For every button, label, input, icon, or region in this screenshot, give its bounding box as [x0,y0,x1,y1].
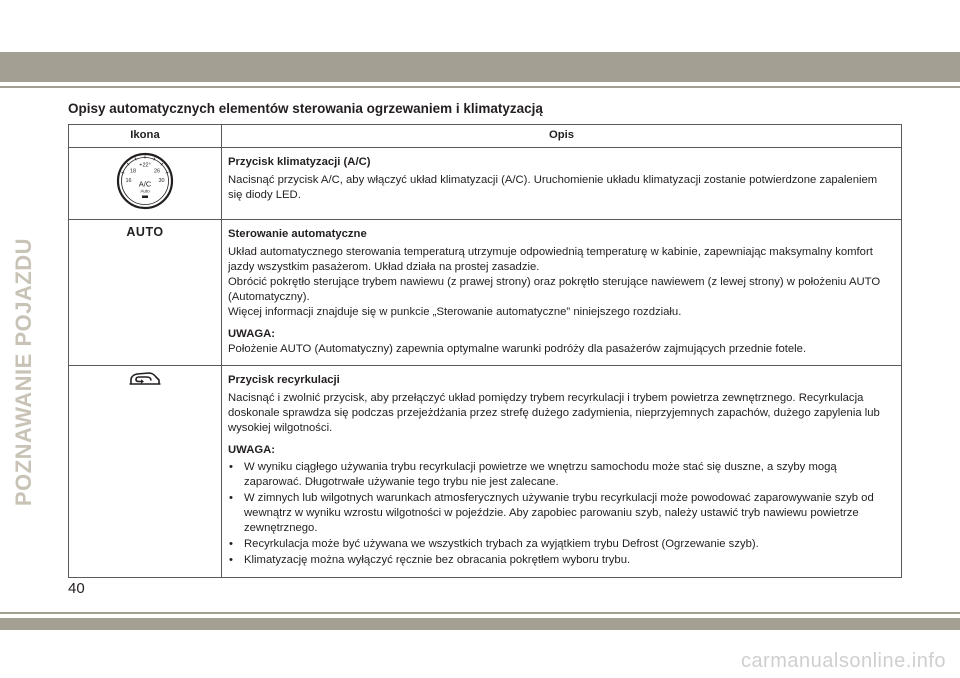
dial-right-1: 26 [153,168,161,175]
row-title: Sterowanie automatyczne [228,228,367,241]
row-text: Nacisnąć przycisk A/C, aby włączyć układ klimatyzacji (A/C). Uruchomienie układu klimatyzacji zostanie potwierdzone zapaleniem się diody LED. [228,174,878,202]
note-label: UWAGA: [228,444,276,457]
desc-cell [222,148,902,220]
row-text: Układ automatycznego sterowania temperaturą utrzymuje odpowiednią temperaturę w kabinie, zapewniając maksymalny komfort jazdy wszystkim pasażerom. Układ działa na prostej zasadzie. [228,246,873,274]
table-row [69,366,902,578]
list-item: • Recyrkulacja może być używana we wszystkich trybach za wyjątkiem trybu Defrost (Ogrzewanie szyb). [228,537,891,552]
row-text: Obrócić pokrętło sterujące trybem nawiewu (z prawej strony) oraz pokrętło sterujące nawiewem (z lewej strony) w położeniu AUTO (Automatyczny). [228,276,881,304]
watermark: carmanualsonline.info [740,650,946,672]
header-icon: Ikona [69,125,222,148]
table-header-row [69,125,902,148]
note-label: UWAGA: [228,328,276,341]
icon-cell [69,366,222,578]
note-text: Położenie AUTO (Automatyczny) zapewnia optymalne warunki podróży dla pasażerów zajmujących przednie fotele. [228,343,807,356]
header-band [0,52,960,82]
table-row [69,220,902,366]
page-number: 40 [68,580,85,597]
row-title: Przycisk recyrkulacji [228,374,340,387]
list-item: • W zimnych lub wilgotnych warunkach atmosferycznych używanie trybu recyrkulacji może powodować zaparowywanie szyb od wewnątrz w wyniku wzrostu wilgotności w pojeździe. Aby zapobiec parowaniu szyb, należy ustawić tryb nawiewu powietrze zewnętrznego. [228,491,891,536]
row-text: Nacisnąć i zwolnić przycisk, aby przełączyć układ pomiędzy trybem recyrkulacji i trybem powietrza zewnętrznego. Recyrkulacja doskonale sprawdza się podczas przejeżdżania przez strefę dużego zadymienia, nieprzyjemnych zapachów, dużego zapylenia lub wysokiej wilgotności. [228,392,880,435]
footer-band [0,618,960,630]
section-title: Opisy automatycznych elementów sterowania ogrzewaniem i klimatyzacją [68,101,543,116]
note-list [228,460,891,568]
controls-table [68,124,902,578]
ac-knob-icon [116,152,174,210]
row-title: Przycisk klimatyzacji (A/C) [228,156,371,169]
dial-center-label: A/C [138,179,152,189]
dial-right-2: 30 [158,178,165,185]
row-text: Więcej informacji znajduje się w punkcie „Sterowanie automatyczne” niniejszego rozdziału. [228,306,682,319]
footer-rule [0,612,960,614]
dial-left-2: 16 [125,178,132,185]
dial-left-1: 18 [129,168,137,175]
side-tab-label: POZNAWANIE POJAZDU [11,237,36,507]
dial-sub-label: Auto [140,188,150,194]
desc-cell [222,366,902,578]
desc-cell [222,220,902,366]
icon-cell [69,148,222,220]
header-rule [0,86,960,88]
dial-top-label: +22° [139,162,151,169]
icon-cell [69,220,222,366]
list-item: • W wyniku ciągłego używania trybu recyrkulacji powietrze we wnętrzu samochodu może stać się duszne, a szyby mogą zaparować. Długotrwałe używanie tego trybu nie jest zalecane. [228,460,891,490]
header-desc: Opis [222,125,902,148]
table-row [69,148,902,220]
list-item: • Klimatyzację można wyłączyć ręcznie bez obracania pokrętłem wyboru trybu. [228,553,891,568]
recirculation-icon [128,370,162,388]
auto-label: AUTO [126,225,164,240]
